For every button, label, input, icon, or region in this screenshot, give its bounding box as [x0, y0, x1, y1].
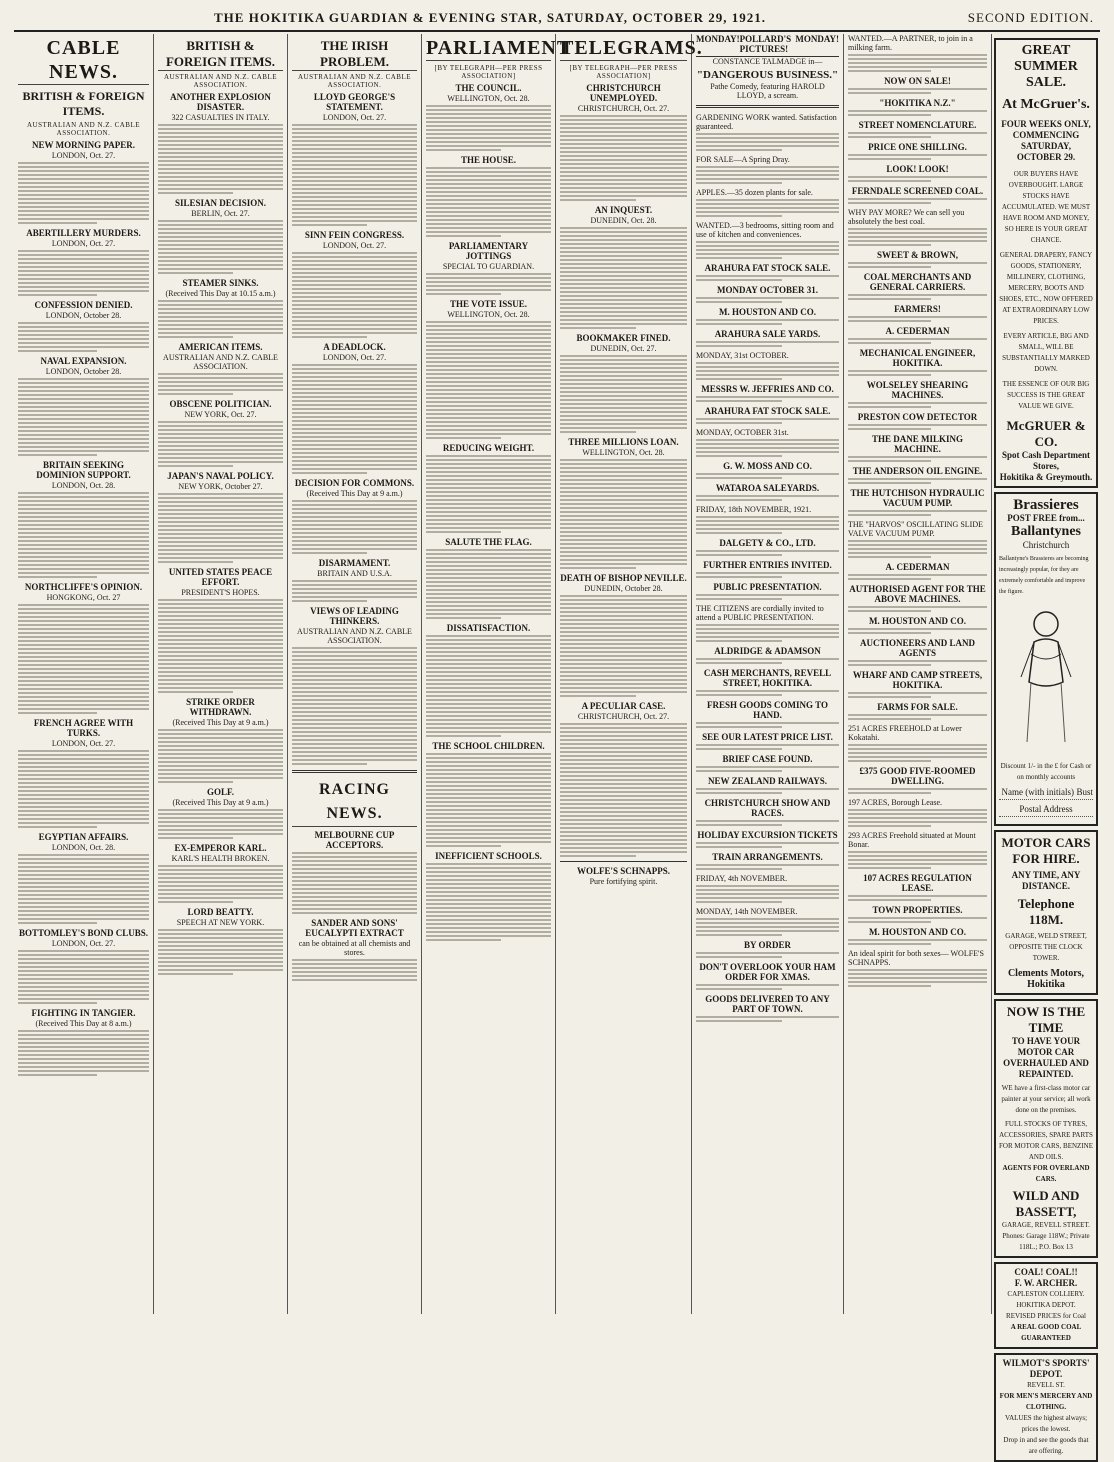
- coal-title: COAL! COAL!!: [1014, 1267, 1078, 1277]
- story-title: DISARMAMENT.: [318, 558, 391, 568]
- sale-every: EVERY ARTICLE, BIG AND SMALL, WILL BE SUBSTANTIALLY MARKED DOWN.: [1002, 332, 1090, 373]
- story-dateline: AUSTRALIAN AND N.Z. CABLE ASSOCIATION.: [297, 627, 412, 645]
- story-title: LORD BEATTY.: [187, 907, 254, 917]
- story-dateline: DUNEDIN, Oct. 27.: [590, 344, 657, 353]
- story-dateline: (Received This Day at 10.15 a.m.): [165, 289, 276, 298]
- classified-item: TRAIN ARRANGEMENTS.: [712, 852, 823, 862]
- order-form-name[interactable]: [999, 787, 1093, 800]
- story-dateline: CHRISTCHURCH, Oct. 27.: [577, 712, 670, 721]
- topbar-right: MONDAY!: [795, 34, 839, 44]
- story-dateline: LONDON, Oct. 27.: [322, 241, 387, 250]
- brassiere-illustration: [1001, 602, 1091, 752]
- column-classifieds-2: [844, 34, 992, 1314]
- telegrams-heading: TELEGRAMS.: [560, 37, 703, 59]
- classified-item: THE DANE MILKING MACHINE.: [871, 434, 963, 454]
- classified-list: [696, 113, 839, 1022]
- topbar-center: POLLARD'S PICTURES!: [739, 34, 792, 54]
- sale-list: GENERAL DRAPERY, FANCY GOODS, STATIONERY, MILLINERY, CLOTHING, MERCERY, BOOTS AND SHOES, ETC., NOW OFFERED AT EXTRAORDINARY LOW PRICES.: [999, 251, 1093, 325]
- story-title: THE HOUSE.: [460, 155, 516, 165]
- classified-item: CHRISTCHURCH SHOW AND RACES.: [704, 798, 831, 818]
- story-title: SINN FEIN CONGRESS.: [304, 230, 405, 240]
- classified-item: LOOK! LOOK!: [886, 164, 949, 174]
- now-address: GARAGE, REVELL STREET.: [1002, 1221, 1090, 1229]
- column-classifieds-1: [692, 34, 844, 1314]
- classified-item: FRIDAY, 4th NOVEMBER.: [696, 874, 788, 883]
- classified-item: APPLES.—35 dozen plants for sale.: [696, 188, 813, 197]
- classified-item: M. HOUSTON AND CO.: [718, 307, 817, 317]
- story-title: OBSCENE POLITICIAN.: [169, 399, 272, 409]
- classified-item: M. HOUSTON AND CO.: [868, 927, 967, 937]
- story-dateline: 322 CASUALTIES IN ITALY.: [171, 113, 270, 122]
- column-display-ads: [992, 34, 1100, 1455]
- story-title: ANOTHER EXPLOSION DISASTER.: [170, 92, 271, 112]
- classified-item: THE HUTCHISON HYDRAULIC VACUUM PUMP.: [850, 488, 985, 508]
- racing-news-heading: RACING NEWS.: [292, 778, 417, 827]
- story-dateline: DUNEDIN, October 28.: [584, 584, 663, 593]
- coal-prices: REVISED PRICES for Coal: [1006, 1312, 1086, 1320]
- classified-item: ARAHURA FAT STOCK SALE.: [704, 263, 831, 273]
- classified-item: THE CITIZENS are cordially invited to attend a PUBLIC PRESENTATION.: [696, 604, 824, 622]
- picture-ad-title: "DANGEROUS BUSINESS.": [696, 69, 839, 81]
- now-stock: FULL STOCKS OF TYRES, ACCESSORIES, SPARE PARTS FOR MOTOR CARS, BENZINE AND OILS.: [999, 1120, 1093, 1161]
- story-dateline: LONDON, Oct. 27.: [322, 353, 387, 362]
- story-title: UNITED STATES PEACE EFFORT.: [168, 567, 273, 587]
- picture-ad-star: CONSTANCE TALMADGE in—: [712, 57, 823, 66]
- ballantynes-city: Christchurch: [1022, 540, 1070, 550]
- story-dateline: BERLIN, Oct. 27.: [191, 209, 250, 218]
- now-sub: TO HAVE YOUR MOTOR CAR OVERHAULED AND REPAINTED.: [1003, 1036, 1089, 1079]
- agency-line: AUSTRALIAN AND N.Z. CABLE ASSOCIATION.: [26, 121, 141, 137]
- story-title: REDUCING WEIGHT.: [442, 443, 535, 453]
- story-title: JAPAN'S NAVAL POLICY.: [167, 471, 274, 481]
- classified-item: TOWN PROPERTIES.: [872, 905, 963, 915]
- story-dateline: (Received This Day at 8 a.m.): [35, 1019, 132, 1028]
- story-title: FRENCH AGREE WITH TURKS.: [33, 718, 134, 738]
- classified-item: ALDRIDGE & ADAMSON: [714, 646, 821, 656]
- irish-problem-heading: THE IRISH PROBLEM.: [292, 38, 417, 71]
- column-parliament: [422, 34, 572, 1314]
- story-dateline: KARL'S HEALTH BROKEN.: [171, 854, 270, 863]
- column-irish-problem: [288, 34, 422, 1314]
- story-title: BRITAIN SEEKING DOMINION SUPPORT.: [36, 460, 131, 480]
- sale-text: OUR BUYERS HAVE OVERBOUGHT. LARGE STOCKS HAVE ACCUMULATED. WE MUST HAVE ROOM AND MONEY, SO HERE IS YOUR GREAT CHANCE.: [1001, 170, 1091, 244]
- classified-item: BY ORDER: [744, 940, 791, 950]
- classified-item: AUCTIONEERS AND LAND AGENTS: [859, 638, 976, 658]
- story-title: DECISION FOR COMMONS.: [294, 478, 415, 488]
- classified-item: WANTED.—A PARTNER, to join in a milking farm.: [848, 34, 973, 52]
- story-dateline: SPEECH AT NEW YORK.: [176, 918, 265, 927]
- story-dateline: NEW YORK, October 27.: [178, 482, 263, 491]
- story-title: AMERICAN ITEMS.: [178, 342, 263, 352]
- british-foreign-heading: BRITISH & FOREIGN ITEMS.: [22, 89, 145, 118]
- column-cable-news: [14, 34, 154, 1314]
- classified-item: THE "HARVOS" OSCILLATING SLIDE VALVE VACUUM PUMP.: [848, 520, 983, 538]
- story-list: [158, 92, 283, 975]
- motor-telephone: Telephone 118M.: [1017, 896, 1075, 927]
- story-title: A DEADLOCK.: [323, 342, 386, 352]
- story-title: A PECULIAR CASE.: [581, 701, 666, 711]
- sale-at: At McGruer's.: [1002, 97, 1090, 112]
- brassieres-post: POST FREE from...: [1007, 513, 1085, 523]
- agency-line: AUSTRALIAN AND N.Z. CABLE ASSOCIATION.: [163, 73, 278, 89]
- classified-item: DON'T OVERLOOK YOUR HAM ORDER FOR XMAS.: [699, 962, 836, 982]
- classified-item: WOLSELEY SHEARING MACHINES.: [866, 380, 969, 400]
- classified-item: "HOKITIKA N.Z.": [879, 98, 956, 108]
- classified-item: COAL MERCHANTS AND GENERAL CARRIERS.: [863, 272, 972, 292]
- story-title: NORTHCLIFFE'S OPINION.: [24, 582, 143, 592]
- british-foreign-items-heading: BRITISH & FOREIGN ITEMS.: [158, 38, 283, 71]
- story-dateline: DUNEDIN, Oct. 28.: [590, 216, 657, 225]
- classified-item: PRICE ONE SHILLING.: [868, 142, 967, 152]
- story-dateline: LONDON, Oct. 27.: [51, 239, 116, 248]
- motor-garage: GARAGE, WELD STREET, OPPOSITE THE CLOCK TOWER.: [1005, 932, 1087, 962]
- classified-item: FOR SALE—A Spring Dray.: [696, 155, 790, 164]
- classified-item: FARMERS!: [894, 304, 941, 314]
- story-dateline: (Received This Day at 9 a.m.): [172, 718, 269, 727]
- classified-item: PUBLIC PRESENTATION.: [713, 582, 822, 592]
- story-title: PARLIAMENTARY JOTTINGS: [448, 241, 529, 261]
- agency-line: [BY TELEGRAPH—PER PRESS ASSOCIATION]: [434, 64, 543, 80]
- classified-item: THE ANDERSON OIL ENGINE.: [852, 466, 983, 476]
- brassieres-discount: Discount 1/- in the £ for Cash or on monthly accounts: [1000, 762, 1092, 781]
- classified-item: 293 ACRES Freehold situated at Mount Bonar.: [848, 831, 976, 849]
- sale-towns: Hokitika & Greymouth.: [999, 472, 1093, 482]
- story-title: BOTTOMLEY'S BOND CLUBS.: [18, 928, 149, 938]
- story-title: ABERTILLERY MURDERS.: [26, 228, 141, 238]
- story-dateline: LONDON, Oct. 28.: [51, 481, 116, 490]
- story-dateline: (Received This Day at 9 a.m.): [172, 798, 269, 807]
- wolfes-ad-title: WOLFE'S SCHNAPPS.: [576, 866, 670, 876]
- story-title: SILESIAN DECISION.: [174, 198, 267, 208]
- picture-ad-comedy: Pathe Comedy, featuring HAROLD LLOYD, a scream.: [710, 82, 825, 100]
- classified-item: ARAHURA FAT STOCK SALE.: [704, 406, 831, 416]
- coal-colliery: CAPLESTON COLLIERY.: [1007, 1290, 1085, 1298]
- coal-depot: HOKITIKA DEPOT.: [1016, 1301, 1076, 1309]
- column-british-foreign: [154, 34, 288, 1314]
- story-title: BOOKMAKER FINED.: [576, 333, 671, 343]
- story-title: VIEWS OF LEADING THINKERS.: [310, 606, 399, 626]
- story-dateline: LONDON, Oct. 28.: [51, 843, 116, 852]
- story-dateline: WELLINGTON, Oct. 28.: [582, 448, 665, 457]
- pollards-topbar: [696, 34, 839, 57]
- story-dateline: HONGKONG, Oct. 27: [46, 593, 121, 602]
- story-title: AN INQUEST.: [594, 205, 653, 215]
- story-dateline: SPECIAL TO GUARDIAN.: [442, 262, 535, 271]
- story-title: THE SCHOOL CHILDREN.: [432, 741, 545, 751]
- classified-item: BRIEF CASE FOUND.: [722, 754, 813, 764]
- wolfes-ad-text: Pure fortifying spirit.: [589, 877, 658, 886]
- column-telegrams: [556, 34, 703, 1314]
- story-dateline: PRESIDENT'S HOPES.: [181, 588, 260, 597]
- agency-line: [BY TELEGRAPH—PER PRESS ASSOCIATION]: [569, 64, 678, 80]
- classified-item: A. CEDERMAN: [885, 562, 950, 572]
- topbar-left: MONDAY!: [696, 34, 740, 44]
- classified-item: £375 GOOD FIVE-ROOMED DWELLING.: [859, 766, 976, 786]
- story-dateline: LONDON, Oct. 27.: [322, 113, 387, 122]
- story-title: FIGHTING IN TANGIER.: [31, 1008, 136, 1018]
- story-title: INEFFICIENT SCHOOLS.: [435, 851, 542, 861]
- story-dateline: (Received This Day at 9 a.m.): [306, 489, 403, 498]
- wilmot-ad: [994, 1353, 1098, 1462]
- classified-item: SEE OUR LATEST PRICE LIST.: [702, 732, 833, 742]
- classified-item: HOLIDAY EXCURSION TICKETS: [697, 830, 838, 840]
- form-bust-label: Bust: [1076, 787, 1093, 797]
- wilmot-values: VALUES the highest always; prices the lowest.: [1004, 1414, 1088, 1433]
- coal-guarantee: A REAL GOOD COAL GUARANTEED: [1010, 1323, 1082, 1342]
- now-text: WE have a first-class motor car painter at your service; all work done on the premises.: [1001, 1084, 1091, 1114]
- sale-firm: McGRUER & CO.: [1006, 418, 1086, 449]
- classified-item: NEW ZEALAND RAILWAYS.: [708, 776, 827, 786]
- motor-title: MOTOR CARS FOR HIRE.: [1001, 835, 1091, 866]
- classified-item: MECHANICAL ENGINEER, HOKITIKA.: [859, 348, 976, 368]
- story-dateline: LONDON, October 28.: [45, 311, 122, 320]
- classified-item: GARDENING WORK wanted. Satisfaction guaranteed.: [696, 113, 837, 131]
- story-title: DEATH OF BISHOP NEVILLE.: [560, 573, 687, 583]
- classified-item: GOODS DELIVERED TO ANY PART OF TOWN.: [705, 994, 830, 1014]
- classified-item: DALGETY & CO., LTD.: [719, 538, 816, 548]
- story-dateline: AUSTRALIAN AND N.Z. CABLE ASSOCIATION.: [163, 353, 278, 371]
- coal-ad: [994, 1262, 1098, 1349]
- agency-line: AUSTRALIAN AND N.Z. CABLE ASSOCIATION.: [297, 73, 412, 89]
- classified-item: STREET NOMENCLATURE.: [858, 120, 977, 130]
- story-title: LLOYD GEORGE'S STATEMENT.: [313, 92, 396, 112]
- masthead: [14, 6, 1100, 32]
- classified-item: WHARF AND CAMP STREETS, HOKITIKA.: [852, 670, 983, 690]
- motor-firm: Clements Motors, Hokitika: [1007, 968, 1085, 990]
- brassieres-title: Brassieres: [1013, 497, 1079, 513]
- order-form-address[interactable]: [999, 804, 1093, 817]
- story-list: [560, 83, 687, 857]
- story-dateline: NEW YORK, Oct. 27.: [184, 410, 257, 419]
- coal-firm: F. W. ARCHER.: [1014, 1278, 1078, 1288]
- wilmot-street: REVELL ST.: [1027, 1381, 1065, 1389]
- story-dateline: CHRISTCHURCH, Oct. 27.: [577, 104, 670, 113]
- story-dateline: LONDON, Oct. 27.: [51, 739, 116, 748]
- sander-ad-title: SANDER AND SONS' EUCALYPTI EXTRACT: [305, 918, 404, 938]
- wild-bassett-ad: [994, 999, 1098, 1258]
- now-agents: AGENTS FOR OVERLAND CARS.: [1002, 1164, 1090, 1183]
- classified-item: CASH MERCHANTS, REVELL STREET, HOKITIKA.: [703, 668, 832, 688]
- racing-subheading: MELBOURNE CUP ACCEPTORS.: [314, 830, 395, 850]
- story-title: THE VOTE ISSUE.: [450, 299, 527, 309]
- classified-item: MESSRS W. JEFFRIES AND CO.: [701, 384, 834, 394]
- form-name-label: Name (with initials): [1001, 787, 1074, 797]
- story-title: NEW MORNING PAPER.: [32, 140, 135, 150]
- brassieres-text: Ballantyne's Brassieres are becoming increasingly popular, for they are extremely comfortable and improve the figure.: [999, 556, 1089, 595]
- ballantynes-name: Ballantynes: [1010, 524, 1081, 539]
- story-title: EGYPTIAN AFFAIRS.: [38, 832, 129, 842]
- parliament-heading: PARLIAMENT: [426, 37, 572, 59]
- story-title: STEAMER SINKS.: [182, 278, 259, 288]
- classified-item: NOW ON SALE!: [884, 76, 951, 86]
- story-dateline: LONDON, Oct. 27.: [51, 939, 116, 948]
- motor-sub: ANY TIME, ANY DISTANCE.: [1011, 870, 1081, 891]
- sale-essence: THE ESSENCE OF OUR BIG SUCCESS IS THE GREAT VALUE WE GIVE.: [1002, 380, 1090, 410]
- story-title: DISSATISFACTION.: [446, 623, 531, 633]
- wilmot-sub: FOR MEN'S MERCERY AND CLOTHING.: [999, 1392, 1093, 1411]
- classified-item: SWEET & BROWN,: [876, 250, 959, 260]
- classified-item: 107 ACRES REGULATION LEASE.: [863, 873, 972, 893]
- classified-item: 251 ACRES FREEHOLD at Lower Kokatahi.: [848, 724, 962, 742]
- form-address-label: Postal Address: [1019, 804, 1073, 814]
- classified-item: WANTED.—3 bedrooms, sitting room and use of kitchen and conveniences.: [696, 221, 834, 239]
- classified-item: WHY PAY MORE? We can sell you absolutely the best coal.: [848, 208, 965, 226]
- motor-hire-ad: [994, 830, 1098, 995]
- now-title: NOW IS THE TIME: [1006, 1004, 1086, 1035]
- story-title: STRIKE ORDER WITHDRAWN.: [186, 697, 255, 717]
- now-firm: WILD AND BASSETT,: [1012, 1188, 1080, 1219]
- cable-news-heading: CABLE NEWS.: [18, 36, 149, 85]
- story-dateline: WELLINGTON, Oct. 28.: [447, 94, 530, 103]
- story-dateline: LONDON, October 28.: [45, 367, 122, 376]
- classified-item: AUTHORISED AGENT FOR THE ABOVE MACHINES.: [849, 584, 986, 604]
- wilmot-drop: Drop in and see the goods that are offering.: [1003, 1436, 1089, 1455]
- classified-item: FERNDALE SCREENED COAL.: [851, 186, 984, 196]
- story-list: [18, 140, 149, 1076]
- classified-item: 197 ACRES, Borough Lease.: [848, 798, 942, 807]
- story-title: CHRISTCHURCH UNEMPLOYED.: [586, 83, 661, 103]
- now-phones: Phones: Garage 118W.; Private 118L.; P.O. Box 13: [1002, 1232, 1090, 1251]
- classified-item: FARMS FOR SALE.: [877, 702, 958, 712]
- classified-item: MONDAY, OCTOBER 31st.: [696, 428, 789, 437]
- classified-item: MONDAY, 14th NOVEMBER.: [696, 907, 798, 916]
- classified-item: ARAHURA SALE YARDS.: [714, 329, 821, 339]
- story-title: THREE MILLIONS LOAN.: [568, 437, 679, 447]
- classified-item: FRIDAY, 18th NOVEMBER, 1921.: [696, 505, 812, 514]
- story-title: CONFESSION DENIED.: [34, 300, 133, 310]
- classified-item: An ideal spirit for both sexes— WOLFE'S SCHNAPPS.: [848, 949, 984, 967]
- sale-firm-sub: Spot Cash Department Stores,: [1001, 450, 1090, 471]
- story-dateline: WELLINGTON, Oct. 28.: [447, 310, 530, 319]
- classified-item: FRESH GOODS COMING TO HAND.: [707, 700, 828, 720]
- classified-list: [848, 34, 987, 987]
- story-list: [292, 92, 417, 765]
- sale-period: FOUR WEEKS ONLY, COMMENCING SATURDAY, OCTOBER 29.: [1001, 119, 1091, 162]
- classified-item: WATAROA SALEYARDS.: [715, 483, 820, 493]
- classified-item: FURTHER ENTRIES INVITED.: [703, 560, 832, 570]
- story-dateline: LONDON, Oct. 27.: [51, 151, 116, 160]
- story-title: NAVAL EXPANSION.: [40, 356, 127, 366]
- edition-label: SECOND EDITION.: [967, 10, 1094, 25]
- classified-item: MONDAY OCTOBER 31.: [717, 285, 818, 295]
- sale-title: GREAT SUMMER SALE.: [1014, 43, 1078, 90]
- story-title: GOLF.: [207, 787, 234, 797]
- classified-item: G. W. MOSS AND CO.: [723, 461, 812, 471]
- classified-item: M. HOUSTON AND CO.: [868, 616, 967, 626]
- classified-item: PRESTON COW DETECTOR: [857, 412, 978, 422]
- masthead-title: THE HOKITIKA GUARDIAN & EVENING STAR, SATURDAY, OCTOBER 29, 1921.: [214, 10, 766, 25]
- story-title: EX-EMPEROR KARL.: [174, 843, 267, 853]
- ballantynes-ad: [994, 492, 1098, 826]
- mcgruer-sale-ad: [994, 38, 1098, 488]
- wilmot-title: WILMOT'S SPORTS' DEPOT.: [1002, 1358, 1090, 1379]
- story-list: [426, 83, 551, 941]
- sander-ad-text: can be obtained at all chemists and stores.: [298, 939, 411, 957]
- story-dateline: BRITAIN AND U.S.A.: [317, 569, 392, 578]
- classified-item: A. CEDERMAN: [885, 326, 950, 336]
- classified-item: MONDAY, 31st OCTOBER.: [696, 351, 789, 360]
- story-title: SALUTE THE FLAG.: [445, 537, 532, 547]
- story-title: THE COUNCIL.: [455, 83, 522, 93]
